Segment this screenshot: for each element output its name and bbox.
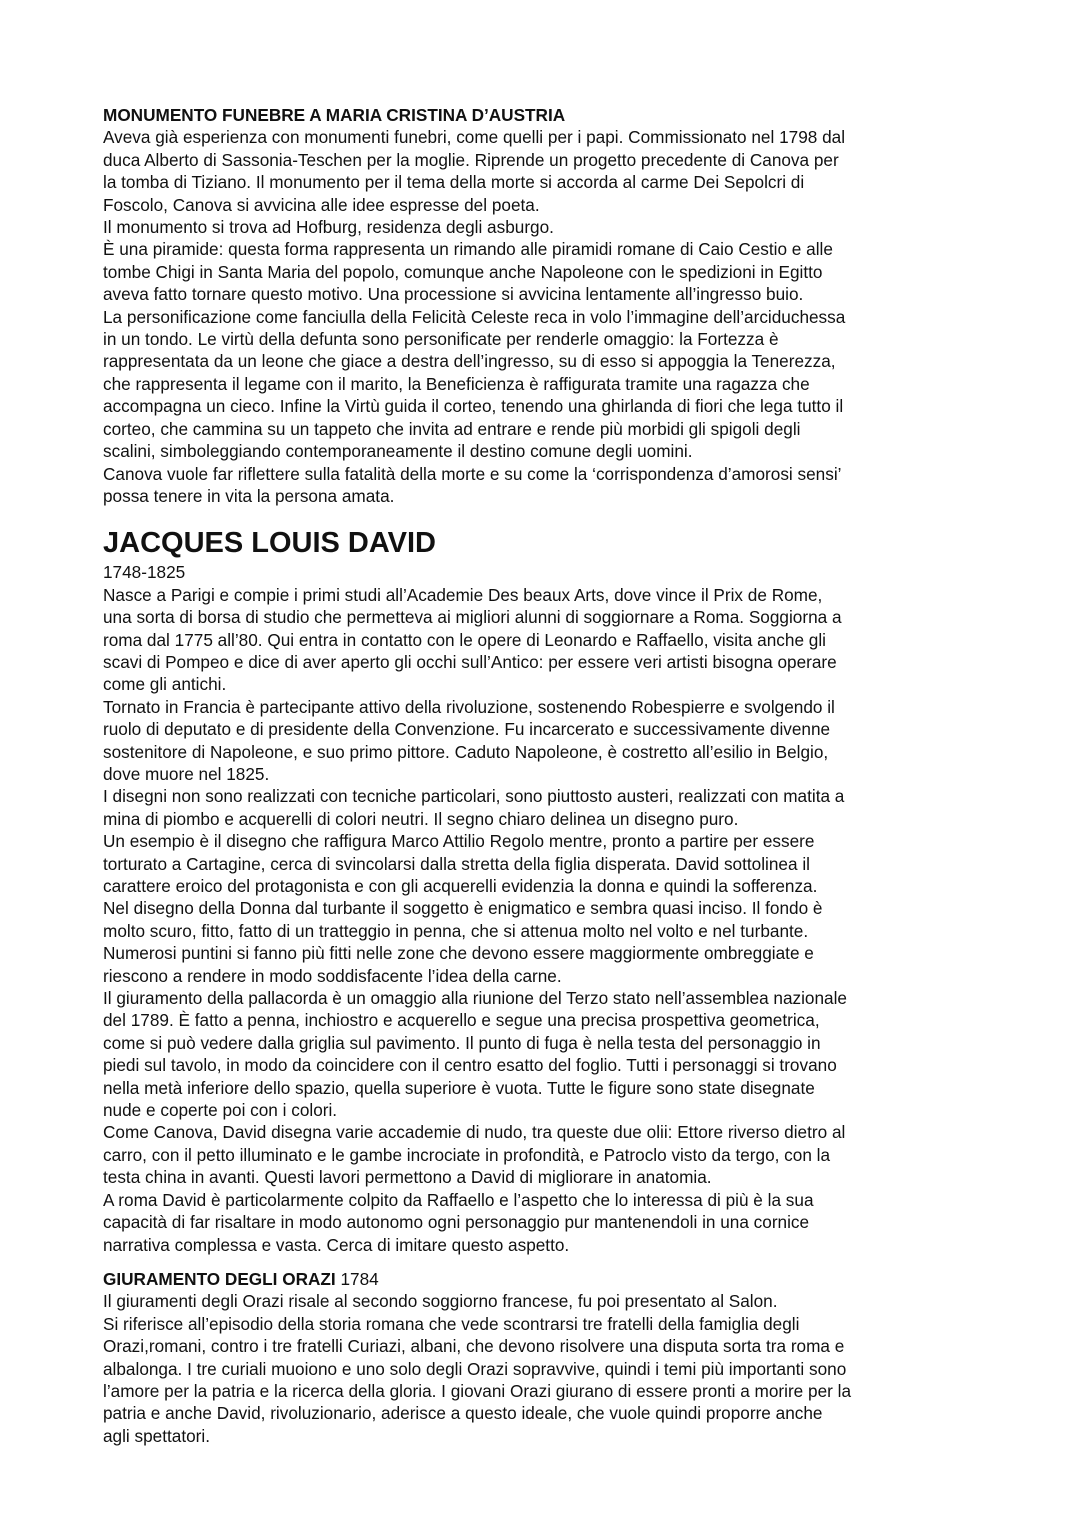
text-line: riescono a rendere in modo soddisfacente l’idea della carne. (103, 965, 562, 986)
text-line: dove muore nel 1825. (103, 763, 270, 784)
text-line: carro, con il petto illuminato e le gambe incrociate in profondità, e Patroclo visto da tergo, con la (103, 1144, 831, 1165)
text-line: possa tenere in vita la persona amata. (103, 485, 395, 506)
text-line: roma dal 1775 all’80. Qui entra in contatto con le opere di Leonardo e Raffaello, visita anche gli (103, 629, 826, 650)
text-line: in un tondo. Le virtù della defunta sono personificate per renderle omaggio: la Fortezza è (103, 329, 779, 350)
text-line: che rappresenta il legame con il marito, la Beneficienza è raffigurata tramite una ragazza che (103, 373, 810, 394)
text-line: piedi sul tavolo, in modo da coincidere con il centro esatto del foglio. Tutti i personaggi si trovano (103, 1055, 837, 1076)
text-line: una sorta di borsa di studio che permetteva ai migliori alunni di soggiornare a Roma. Soggiorna a (103, 607, 842, 628)
text-line: È una piramide: questa forma rappresenta un rimando alle piramidi romane di Caio Cestio e alle (103, 239, 833, 260)
text-line: Un esempio è il disegno che raffigura Marco Attilio Regolo mentre, pronto a partire per essere (103, 831, 815, 852)
text-line: Canova vuole far riflettere sulla fatalità della morte e su come la ‘corrispondenza d’amorosi sensi’ (103, 463, 842, 484)
text-line: I disegni non sono realizzati con tecniche particolari, sono piuttosto austeri, realizzati con matita a (103, 786, 845, 807)
text-line: scalini, simboleggiando contemporaneamente il destino comune degli uomini. (103, 441, 693, 462)
text-line: carattere eroico del protagonista e con gli acquerelli evidenzia la donna e quindi la sofferenza. (103, 876, 818, 896)
text-line: Nel disegno della Donna dal turbante il soggetto è enigmatico e sembra quasi inciso. Il fondo è (103, 898, 823, 919)
text-line: Orazi,romani, contro i tre fratelli Curiazi, albani, che devono risolvere una disputa sorta tra roma e (103, 1336, 845, 1357)
text-line: mina di piombo e acquerelli di colori neutri. Il segno chiaro delinea un disegno puro. (103, 808, 739, 829)
text-line: nude e coperte poi con i colori. (103, 1100, 338, 1121)
section-title-orazi-text: GIURAMENTO DEGLI ORAZI (103, 1268, 336, 1289)
spacer (103, 507, 983, 521)
text-line: corteo, che cammina su un tappeto che invita ad entrare e rende più morbidi gli spigoli degli (103, 418, 801, 439)
section-body-monumento (103, 126, 983, 507)
text-line: Il giuramenti degli Orazi risale al secondo soggiorno francese, fu poi presentato al Salon. (103, 1291, 778, 1312)
section-title-david: JACQUES LOUIS DAVID (103, 527, 437, 560)
document-page (103, 104, 983, 1447)
text-line: Numerosi puntini si fanno più fitti nelle zone che devono essere maggiormente ombreggiate e (103, 943, 814, 964)
section-body-david (103, 561, 983, 1256)
text-line: Come Canova, David disegna varie accademie di nudo, tra queste due olii: Ettore riverso dietro al (103, 1122, 846, 1143)
text-line: Si riferisce all’episodio della storia romana che vede scontrarsi tre fratelli della famiglia degli (103, 1313, 800, 1334)
text-line: sostenitore di Napoleone, e suo primo pittore. Caduto Napoleone, è costretto all’esilio in Belgio, (103, 741, 829, 762)
text-line: La personificazione come fanciulla della Felicità Celeste reca in volo l’immagine dell’arciduchessa (103, 306, 846, 327)
text-line: Il giuramento della pallacorda è un omaggio alla riunione del Terzo stato nell’assemblea nazionale (103, 988, 847, 1009)
text-line: aveva fatto tornare questo motivo. Una processione si avvicina lentamente all’ingresso buio. (103, 284, 804, 305)
text-line: molto scuro, fitto, fatto di un tratteggio in penna, che si attenua molto nel volto e nel turbante. (103, 920, 809, 941)
text-line: Nasce a Parigi e compie i primi studi all’Academie Des beaux Arts, dove vince il Prix de Rome, (103, 584, 823, 605)
text-line: nella metà inferiore dello spazio, quella superiore è vuota. Tutte le figure sono state disegnate (103, 1077, 815, 1098)
text-line: agli spettatori. (103, 1425, 211, 1446)
section-title-orazi (103, 1268, 983, 1290)
text-line: capacità di far risaltare in modo autonomo ogni personaggio pur mantenendoli in una cornice (103, 1212, 810, 1233)
text-line: l’amore per la patria e la ricerca della gloria. I giovani Orazi giurano di essere pronti a morire per la (103, 1380, 852, 1401)
text-line: accompagna un cieco. Infine la Virtù guida il corteo, tenendo una ghirlanda di fiori che lega tutto il (103, 396, 844, 417)
text-line: scavi di Pompeo e dice di aver aperto gli occhi sull’Antico: per essere veri artisti bisogna operare (103, 651, 837, 672)
text-line: Foscolo, Canova si avvicina alle idee espresse del poeta. (103, 194, 540, 215)
section-title-orazi-year: 1784 (335, 1268, 379, 1289)
text-line: Aveva già esperienza con monumenti funebri, come quelli per i papi. Commissionato nel 1798 dal (103, 127, 846, 148)
text-line: duca Alberto di Sassonia-Teschen per la moglie. Riprende un progetto precedente di Canova per (103, 149, 839, 170)
text-line: come gli antichi. (103, 674, 227, 695)
section-body-orazi (103, 1290, 983, 1447)
text-line: 1748-1825 (103, 562, 186, 583)
text-line: albalonga. I tre curiali muoiono e uno solo degli Orazi sopravvive, quindi i temi più importanti sono (103, 1358, 847, 1379)
text-line: ruolo di deputato e di presidente della Convenzione. Fu incarcerato e successivamente divenne (103, 719, 831, 740)
text-line: torturato a Cartagine, cerca di svincolarsi dalla stretta della figlia disperata. David sottolinea il (103, 853, 810, 874)
text-line: Il monumento si trova ad Hofburg, residenza degli asburgo. (103, 217, 554, 238)
text-line: del 1789. È fatto a penna, inchiostro e acquerello e segue una precisa prospettiva geometrica, (103, 1010, 820, 1031)
text-line: patria e anche David, rivoluzionario, aderisce a questo ideale, che vuole quindi proporre anche (103, 1403, 823, 1424)
text-line: come si può vedere dalla griglia sul pavimento. Il punto di fuga è nella testa del personaggio in (103, 1032, 821, 1053)
text-line: Tornato in Francia è partecipante attivo della rivoluzione, sostenendo Robespierre e svolgendo il (103, 696, 835, 717)
text-line: la tomba di Tiziano. Il monumento per il tema della morte si accorda al carme Dei Sepolcri di (103, 172, 805, 193)
spacer (103, 1256, 983, 1268)
text-line: tombe Chigi in Santa Maria del popolo, comunque anche Napoleone con le spedizioni in Egitto (103, 261, 823, 282)
text-line: testa china in avanti. Questi lavori permettono a David di migliorare in anatomia. (103, 1167, 712, 1188)
text-line: A roma David è particolarmente colpito da Raffaello e l’aspetto che lo interessa di più è la sua (103, 1189, 814, 1210)
text-line: rappresentata da un leone che giace a destra dell’ingresso, su di esso si appoggia la Tenerezza, (103, 351, 836, 372)
section-title-monumento: MONUMENTO FUNEBRE A MARIA CRISTINA D’AUSTRIA (103, 105, 566, 125)
text-line: narrativa complessa e vasta. Cerca di imitare questo aspetto. (103, 1234, 570, 1255)
